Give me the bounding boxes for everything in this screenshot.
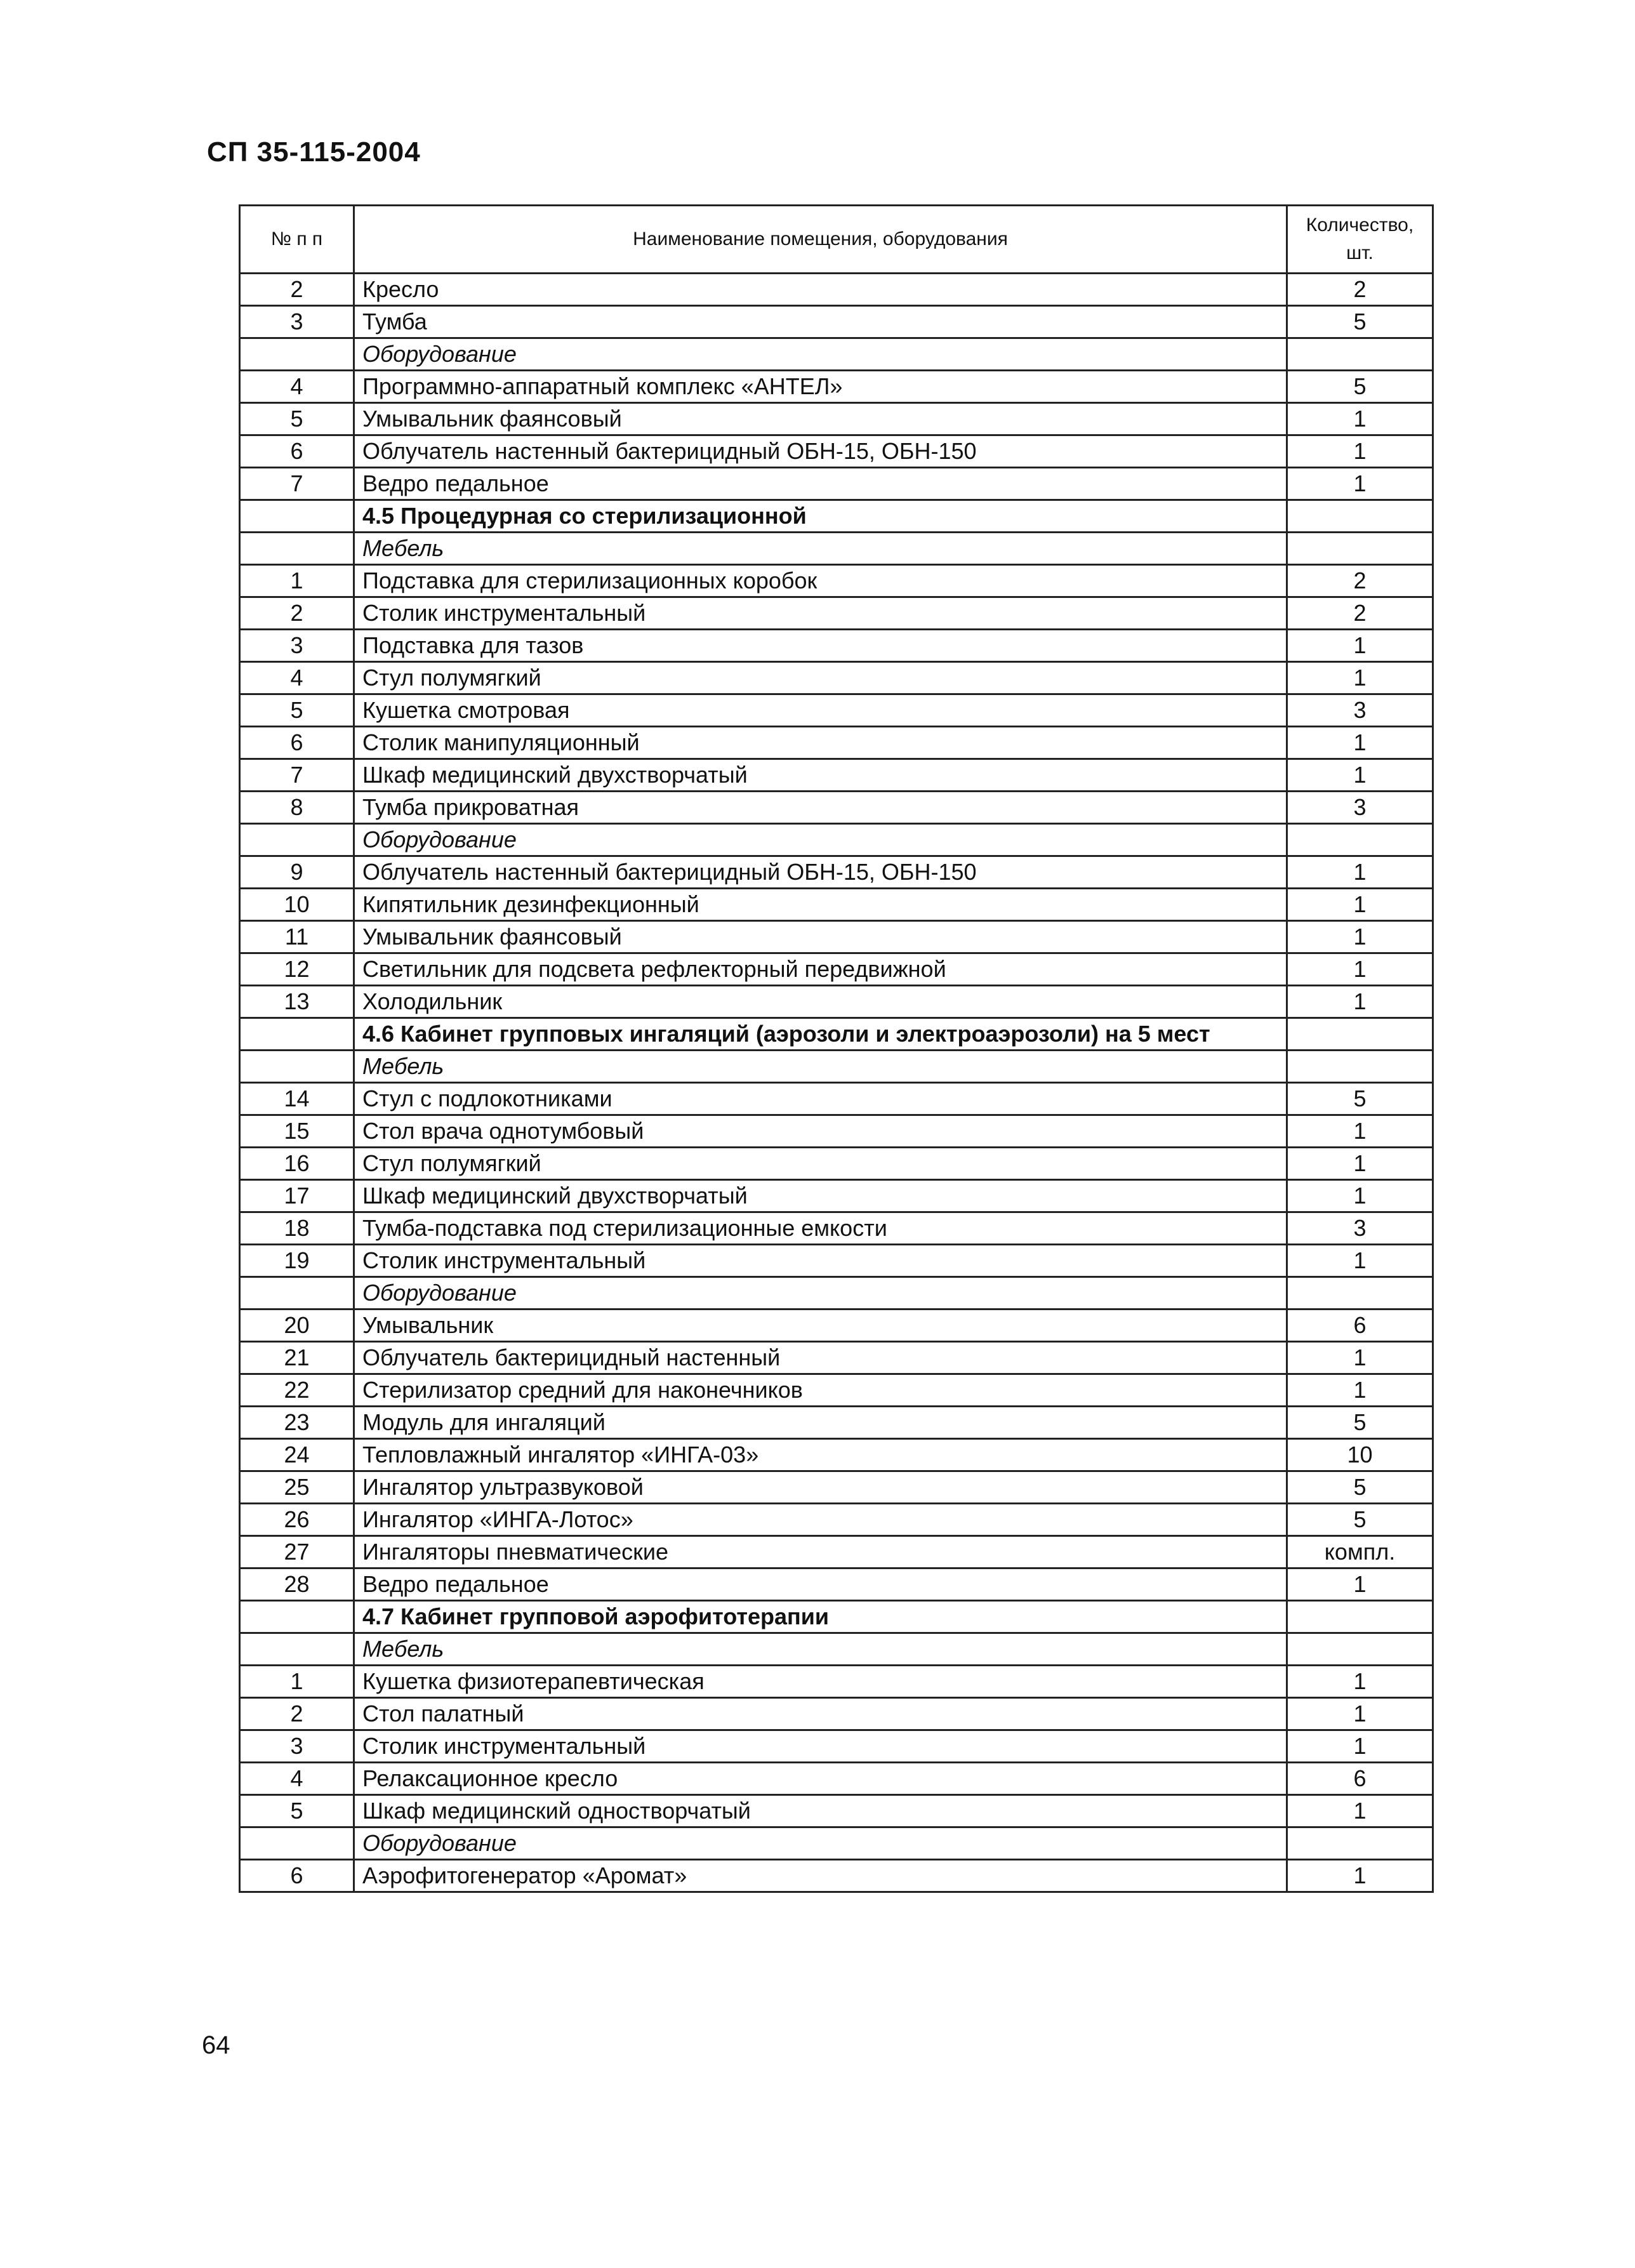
table-row [240, 889, 1433, 921]
row-quantity-cell: 1 [1287, 1730, 1433, 1763]
subsection-row [240, 1827, 1433, 1860]
table-row [240, 1763, 1433, 1795]
column-header-number: № п п [240, 206, 354, 274]
row-quantity-cell: 5 [1287, 306, 1433, 338]
table-row [240, 1471, 1433, 1504]
row-quantity-cell: 1 [1287, 986, 1433, 1018]
row-name-cell: Ведро педальное [354, 468, 1287, 500]
row-quantity-cell: 5 [1287, 1504, 1433, 1536]
row-name-cell: Облучатель бактерицидный настенный [354, 1342, 1287, 1374]
row-name-cell: Оборудование [354, 824, 1287, 856]
row-quantity-cell: 1 [1287, 468, 1433, 500]
row-name-cell: Облучатель настенный бактерицидный ОБН-15, ОБН-150 [354, 856, 1287, 889]
page-number: 64 [202, 2031, 230, 2059]
row-quantity-cell: 2 [1287, 274, 1433, 306]
equipment-table [239, 204, 1434, 1893]
row-number-cell [240, 1601, 354, 1633]
subsection-row [240, 824, 1433, 856]
row-quantity-cell: 2 [1287, 565, 1433, 597]
row-name-cell: Модуль для ингаляций [354, 1407, 1287, 1439]
table-row [240, 565, 1433, 597]
row-number-cell: 27 [240, 1536, 354, 1568]
row-quantity-cell: 1 [1287, 630, 1433, 662]
table-row [240, 1180, 1433, 1212]
row-quantity-cell: 1 [1287, 1115, 1433, 1148]
table-row [240, 1730, 1433, 1763]
row-name-cell: Стол врача однотумбовый [354, 1115, 1287, 1148]
row-number-cell: 10 [240, 889, 354, 921]
row-name-cell: Шкаф медицинский двухстворчатый [354, 759, 1287, 792]
row-quantity-cell: 1 [1287, 1180, 1433, 1212]
row-quantity-cell: 1 [1287, 1148, 1433, 1180]
table-row [240, 1666, 1433, 1698]
row-number-cell: 4 [240, 1763, 354, 1795]
row-name-cell: Ведро педальное [354, 1568, 1287, 1601]
row-number-cell: 13 [240, 986, 354, 1018]
row-quantity-cell: 10 [1287, 1439, 1433, 1471]
row-name-cell: Тепловлажный ингалятор «ИНГА-03» [354, 1439, 1287, 1471]
table-row [240, 630, 1433, 662]
row-name-cell: Мебель [354, 533, 1287, 565]
subsection-row [240, 533, 1433, 565]
row-quantity-cell [1287, 1633, 1433, 1666]
row-name-cell: Тумба-подставка под стерилизационные емкости [354, 1212, 1287, 1245]
row-name-cell: Умывальник [354, 1310, 1287, 1342]
table-row [240, 1795, 1433, 1827]
row-quantity-cell: 2 [1287, 597, 1433, 630]
row-quantity-cell: 1 [1287, 889, 1433, 921]
section-row [240, 1018, 1433, 1051]
row-name-cell: Подставка для стерилизационных коробок [354, 565, 1287, 597]
column-header-quantity: Количество, шт. [1287, 206, 1433, 274]
row-number-cell: 1 [240, 565, 354, 597]
table-row [240, 1374, 1433, 1407]
row-name-cell: Умывальник фаянсовый [354, 403, 1287, 435]
document-code: СП 35-115-2004 [207, 136, 421, 168]
row-number-cell [240, 533, 354, 565]
row-quantity-cell: 1 [1287, 1568, 1433, 1601]
row-quantity-cell: 5 [1287, 371, 1433, 403]
table-row [240, 306, 1433, 338]
row-number-cell: 9 [240, 856, 354, 889]
row-name-cell: Мебель [354, 1633, 1287, 1666]
row-number-cell [240, 1277, 354, 1310]
row-name-cell: Светильник для подсвета рефлекторный передвижной [354, 953, 1287, 986]
row-name-cell: Столик инструментальный [354, 1730, 1287, 1763]
row-quantity-cell: 3 [1287, 694, 1433, 727]
row-number-cell: 21 [240, 1342, 354, 1374]
table-row [240, 403, 1433, 435]
table-row [240, 694, 1433, 727]
row-number-cell: 26 [240, 1504, 354, 1536]
row-name-cell: Релаксационное кресло [354, 1763, 1287, 1795]
table-row [240, 1148, 1433, 1180]
row-quantity-cell [1287, 1277, 1433, 1310]
row-number-cell [240, 1633, 354, 1666]
row-name-cell: Оборудование [354, 338, 1287, 371]
row-name-cell: Кресло [354, 274, 1287, 306]
row-number-cell: 18 [240, 1212, 354, 1245]
row-number-cell: 1 [240, 1666, 354, 1698]
table-body [240, 274, 1433, 1892]
row-quantity-cell: 1 [1287, 1374, 1433, 1407]
row-name-cell: Ингаляторы пневматические [354, 1536, 1287, 1568]
row-name-cell: Стул с подлокотниками [354, 1083, 1287, 1115]
row-number-cell: 23 [240, 1407, 354, 1439]
table-row [240, 792, 1433, 824]
table-row [240, 856, 1433, 889]
table-row [240, 953, 1433, 986]
table-row [240, 759, 1433, 792]
row-number-cell: 16 [240, 1148, 354, 1180]
table-row [240, 1504, 1433, 1536]
row-quantity-cell: 5 [1287, 1407, 1433, 1439]
row-number-cell [240, 338, 354, 371]
row-number-cell: 20 [240, 1310, 354, 1342]
row-quantity-cell [1287, 1827, 1433, 1860]
row-number-cell: 15 [240, 1115, 354, 1148]
row-name-cell: Тумба прикроватная [354, 792, 1287, 824]
row-name-cell: Тумба [354, 306, 1287, 338]
row-quantity-cell: 1 [1287, 953, 1433, 986]
row-name-cell: 4.7 Кабинет групповой аэрофитотерапии [354, 1601, 1287, 1633]
row-quantity-cell [1287, 338, 1433, 371]
row-name-cell: Программно-аппаратный комплекс «АНТЕЛ» [354, 371, 1287, 403]
row-quantity-cell: 1 [1287, 403, 1433, 435]
table-row [240, 1536, 1433, 1568]
row-number-cell: 5 [240, 694, 354, 727]
row-quantity-cell: 1 [1287, 1666, 1433, 1698]
table-row [240, 1115, 1433, 1148]
subsection-row [240, 1277, 1433, 1310]
table-row [240, 986, 1433, 1018]
row-number-cell: 6 [240, 1860, 354, 1892]
row-number-cell: 14 [240, 1083, 354, 1115]
row-name-cell: Мебель [354, 1051, 1287, 1083]
row-number-cell: 6 [240, 435, 354, 468]
row-number-cell: 5 [240, 403, 354, 435]
table-row [240, 1860, 1433, 1892]
row-number-cell: 5 [240, 1795, 354, 1827]
table-row [240, 274, 1433, 306]
row-number-cell: 19 [240, 1245, 354, 1277]
row-name-cell: Стерилизатор средний для наконечников [354, 1374, 1287, 1407]
row-number-cell: 3 [240, 306, 354, 338]
row-number-cell: 28 [240, 1568, 354, 1601]
table-row [240, 662, 1433, 694]
row-number-cell: 7 [240, 759, 354, 792]
row-number-cell [240, 1827, 354, 1860]
row-name-cell: Столик манипуляционный [354, 727, 1287, 759]
row-quantity-cell [1287, 500, 1433, 533]
row-name-cell: Столик инструментальный [354, 597, 1287, 630]
table-row [240, 1083, 1433, 1115]
row-quantity-cell [1287, 1051, 1433, 1083]
row-name-cell: Кушетка физиотерапевтическая [354, 1666, 1287, 1698]
row-number-cell: 3 [240, 1730, 354, 1763]
row-number-cell: 11 [240, 921, 354, 953]
row-number-cell: 25 [240, 1471, 354, 1504]
table-row [240, 1212, 1433, 1245]
row-name-cell: Подставка для тазов [354, 630, 1287, 662]
row-name-cell: Стул полумягкий [354, 662, 1287, 694]
row-number-cell [240, 1051, 354, 1083]
row-quantity-cell: 1 [1287, 435, 1433, 468]
row-quantity-cell: 6 [1287, 1763, 1433, 1795]
row-number-cell: 2 [240, 597, 354, 630]
table-row [240, 1310, 1433, 1342]
row-name-cell: Стол палатный [354, 1698, 1287, 1730]
row-quantity-cell: 1 [1287, 1860, 1433, 1892]
table-row [240, 1568, 1433, 1601]
row-quantity-cell [1287, 1601, 1433, 1633]
subsection-row [240, 1633, 1433, 1666]
row-quantity-cell: 3 [1287, 792, 1433, 824]
row-number-cell: 12 [240, 953, 354, 986]
table-row [240, 727, 1433, 759]
table-header-row [240, 206, 1433, 274]
row-quantity-cell: 1 [1287, 1245, 1433, 1277]
row-quantity-cell: 1 [1287, 662, 1433, 694]
row-number-cell: 4 [240, 662, 354, 694]
row-name-cell: Умывальник фаянсовый [354, 921, 1287, 953]
table-row [240, 921, 1433, 953]
row-quantity-cell: 1 [1287, 1795, 1433, 1827]
row-number-cell: 2 [240, 1698, 354, 1730]
row-name-cell: Кушетка смотровая [354, 694, 1287, 727]
table-row [240, 1245, 1433, 1277]
row-name-cell: Шкаф медицинский одностворчатый [354, 1795, 1287, 1827]
row-number-cell: 2 [240, 274, 354, 306]
table-row [240, 371, 1433, 403]
section-row [240, 500, 1433, 533]
row-name-cell: Шкаф медицинский двухстворчатый [354, 1180, 1287, 1212]
row-quantity-cell: 5 [1287, 1471, 1433, 1504]
table-row [240, 597, 1433, 630]
column-header-name: Наименование помещения, оборудования [354, 206, 1287, 274]
row-quantity-cell: 1 [1287, 856, 1433, 889]
row-number-cell: 17 [240, 1180, 354, 1212]
subsection-row [240, 1051, 1433, 1083]
row-name-cell: 4.5 Процедурная со стерилизационной [354, 500, 1287, 533]
row-quantity-cell: 1 [1287, 727, 1433, 759]
row-quantity-cell: 3 [1287, 1212, 1433, 1245]
row-name-cell: Оборудование [354, 1277, 1287, 1310]
row-quantity-cell: компл. [1287, 1536, 1433, 1568]
table-row [240, 1439, 1433, 1471]
row-quantity-cell: 6 [1287, 1310, 1433, 1342]
table-row [240, 1407, 1433, 1439]
row-quantity-cell [1287, 1018, 1433, 1051]
row-quantity-cell: 1 [1287, 1342, 1433, 1374]
section-row [240, 1601, 1433, 1633]
table-row [240, 1698, 1433, 1730]
row-name-cell: Ингалятор «ИНГА-Лотос» [354, 1504, 1287, 1536]
row-name-cell: Холодильник [354, 986, 1287, 1018]
row-quantity-cell [1287, 533, 1433, 565]
row-name-cell: Кипятильник дезинфекционный [354, 889, 1287, 921]
row-name-cell: Облучатель настенный бактерицидный ОБН-15, ОБН-150 [354, 435, 1287, 468]
row-number-cell: 4 [240, 371, 354, 403]
row-number-cell [240, 824, 354, 856]
row-number-cell: 7 [240, 468, 354, 500]
table-row [240, 435, 1433, 468]
row-quantity-cell [1287, 824, 1433, 856]
row-number-cell: 8 [240, 792, 354, 824]
row-number-cell: 3 [240, 630, 354, 662]
table-row [240, 468, 1433, 500]
row-number-cell: 6 [240, 727, 354, 759]
row-quantity-cell: 1 [1287, 921, 1433, 953]
row-number-cell [240, 500, 354, 533]
row-number-cell [240, 1018, 354, 1051]
row-name-cell: Столик инструментальный [354, 1245, 1287, 1277]
row-quantity-cell: 1 [1287, 759, 1433, 792]
row-name-cell: Ингалятор ультразвуковой [354, 1471, 1287, 1504]
row-number-cell: 24 [240, 1439, 354, 1471]
row-name-cell: Оборудование [354, 1827, 1287, 1860]
row-quantity-cell: 1 [1287, 1698, 1433, 1730]
row-quantity-cell: 5 [1287, 1083, 1433, 1115]
subsection-row [240, 338, 1433, 371]
row-name-cell: 4.6 Кабинет групповых ингаляций (аэрозоли и электроаэрозоли) на 5 мест [354, 1018, 1287, 1051]
row-name-cell: Стул полумягкий [354, 1148, 1287, 1180]
row-name-cell: Аэрофитогенератор «Аромат» [354, 1860, 1287, 1892]
row-number-cell: 22 [240, 1374, 354, 1407]
table-row [240, 1342, 1433, 1374]
